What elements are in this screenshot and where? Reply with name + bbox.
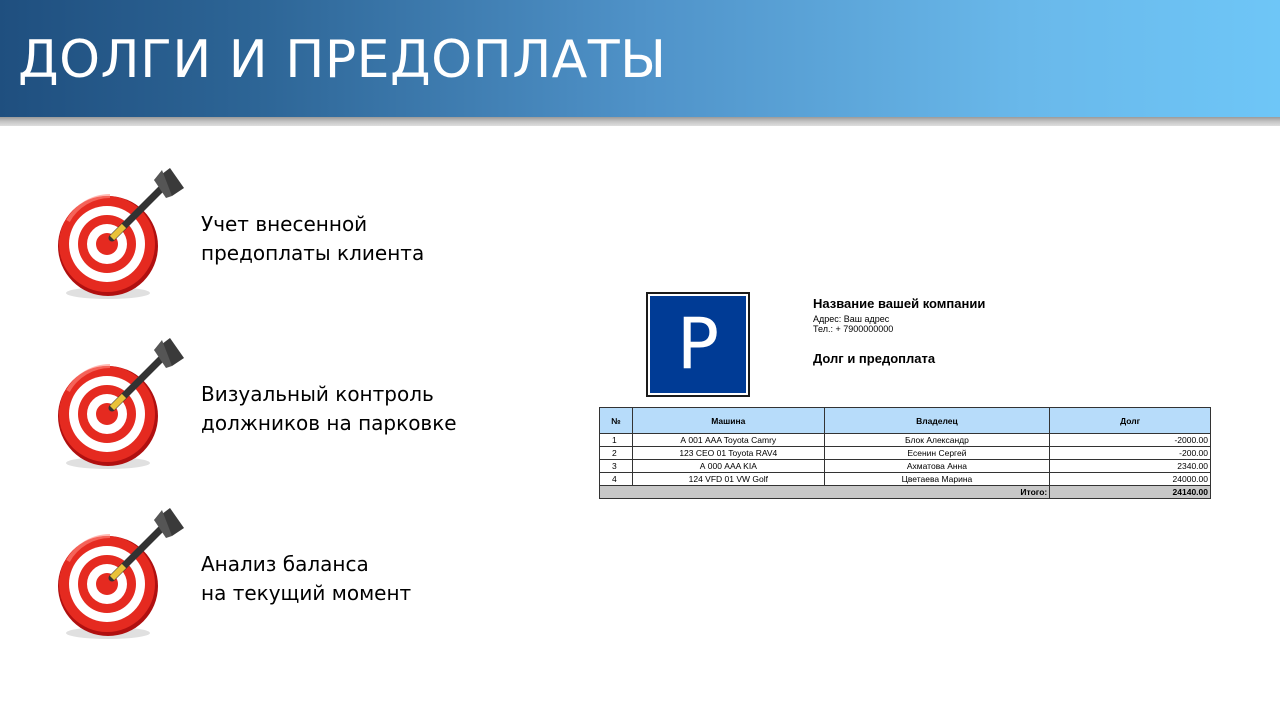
row-number: 3 bbox=[600, 460, 633, 473]
parking-sign-letter: P bbox=[676, 303, 720, 385]
column-header: Владелец bbox=[824, 408, 1050, 434]
header-divider bbox=[0, 117, 1280, 126]
debt-cell: -2000.00 bbox=[1050, 434, 1211, 447]
car-cell: А 001 AAA Toyota Camry bbox=[632, 434, 824, 447]
row-number: 1 bbox=[600, 434, 633, 447]
row-number: 4 bbox=[600, 473, 633, 486]
debt-cell: -200.00 bbox=[1050, 447, 1211, 460]
table-row bbox=[600, 460, 1211, 473]
debt-cell: 24000.00 bbox=[1050, 473, 1211, 486]
company-address: Адрес: Ваш адрес bbox=[813, 314, 890, 324]
page-title: ДОЛГИ И ПРЕДОПЛАТЫ bbox=[18, 30, 667, 90]
feature-text bbox=[201, 550, 411, 608]
company-name: Название вашей компании bbox=[813, 296, 986, 311]
owner-cell: Ахматова Анна bbox=[824, 460, 1050, 473]
feature-line: Учет внесенной bbox=[201, 212, 368, 236]
total-value: 24140.00 bbox=[1050, 486, 1211, 499]
car-cell: А 000 AAA KIA bbox=[632, 460, 824, 473]
owner-cell: Есенин Сергей bbox=[824, 447, 1050, 460]
feature-line: должников на парковке bbox=[201, 411, 457, 435]
target-dart-icon bbox=[50, 166, 190, 306]
debt-table bbox=[599, 407, 1211, 499]
target-dart-icon bbox=[50, 506, 190, 646]
column-header: Долг bbox=[1050, 408, 1211, 434]
owner-cell: Цветаева Марина bbox=[824, 473, 1050, 486]
feature-text bbox=[201, 380, 457, 438]
owner-cell: Блок Александр bbox=[824, 434, 1050, 447]
feature-line: Анализ баланса bbox=[201, 552, 369, 576]
feature-text bbox=[201, 210, 424, 268]
table-row bbox=[600, 447, 1211, 460]
company-phone: Тел.: + 7900000000 bbox=[813, 324, 894, 334]
total-label: Итого: bbox=[600, 486, 1050, 499]
feature-line: на текущий момент bbox=[201, 581, 412, 605]
column-header: Машина bbox=[632, 408, 824, 434]
debt-cell: 2340.00 bbox=[1050, 460, 1211, 473]
report-title: Долг и предоплата bbox=[813, 351, 936, 366]
report-preview bbox=[598, 293, 1212, 503]
feature-line: Визуальный контроль bbox=[201, 382, 434, 406]
parking-sign-icon bbox=[648, 294, 748, 395]
table-header-row bbox=[600, 408, 1211, 434]
total-row bbox=[600, 486, 1211, 499]
table-row bbox=[600, 473, 1211, 486]
feature-item bbox=[50, 506, 510, 646]
feature-item bbox=[50, 336, 510, 476]
title-banner bbox=[0, 0, 1280, 117]
car-cell: 123 CEO 01 Toyota RAV4 bbox=[632, 447, 824, 460]
feature-item bbox=[50, 166, 510, 306]
target-dart-icon bbox=[50, 336, 190, 476]
column-header: № bbox=[600, 408, 633, 434]
feature-line: предоплаты клиента bbox=[201, 241, 425, 265]
car-cell: 124 VFD 01 VW Golf bbox=[632, 473, 824, 486]
table-row bbox=[600, 434, 1211, 447]
row-number: 2 bbox=[600, 447, 633, 460]
